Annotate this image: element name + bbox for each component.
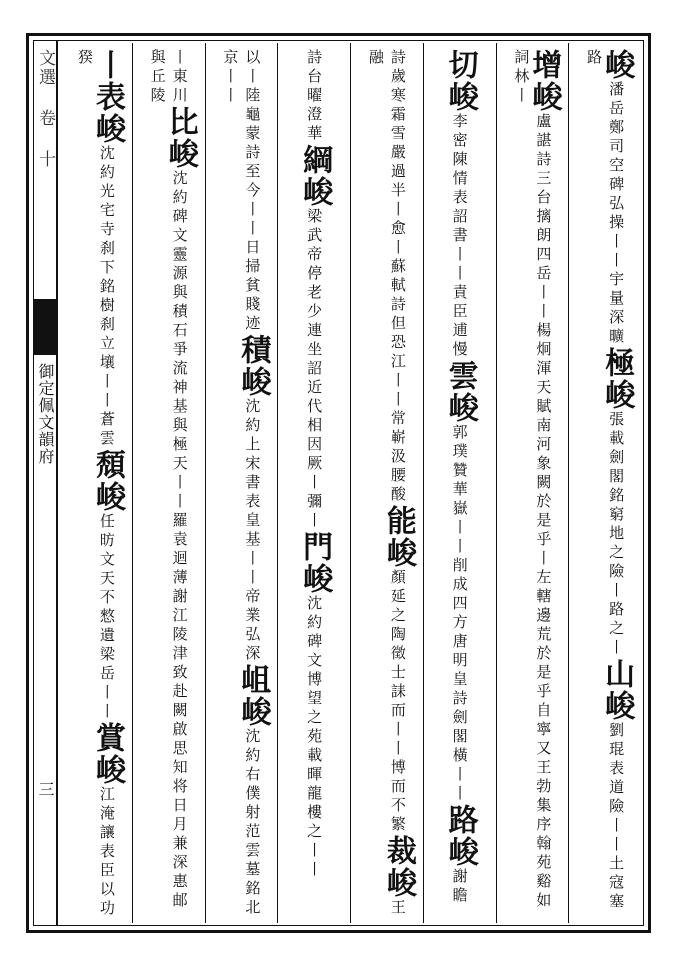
text-column-4 <box>350 43 423 923</box>
spine-black-block <box>34 299 56 355</box>
entry-text: 王融 <box>366 49 407 918</box>
entry-head: 山峻 <box>599 658 635 722</box>
entry-head: 切峻 <box>442 49 478 113</box>
entry-text: 沈約右僕射范雲墓銘北京丨丨 <box>221 49 262 918</box>
entry-head: 裁峻 <box>380 835 416 899</box>
entry-head: 峻 <box>599 49 635 81</box>
text-column-6 <box>205 43 278 923</box>
spine-upper-text: 文選 卷 十 <box>35 49 55 169</box>
page-inner-border <box>33 40 644 926</box>
entry-text: 盧諶詩三台摛朗四岳丨丨楊炯渾天賦南河象闕於是乎丨左轄邊荒於是乎自寧又王勃集序翰苑谿如詞林丨 <box>512 49 553 911</box>
entry-text: 潘岳鄭司空碑弘操丨丨宇量深曠 <box>607 81 626 347</box>
entry-head: 積峻 <box>235 334 271 398</box>
entry-head: 岨峻 <box>235 664 271 728</box>
entry-text: 張載劍閣銘窮地之險丨路之丨 <box>607 411 626 658</box>
entry-text: 謝瞻 <box>450 868 469 906</box>
text-column-7 <box>132 43 205 923</box>
entry-text: 郭璞贊華嶽丨丨削成四方唐明皇詩劍閣橫丨丨 <box>450 424 469 804</box>
entry-text: 詩台曜澄華 <box>305 49 324 144</box>
entry-text: 沈約碑文博望之苑載暉龍樓之丨丨 <box>305 595 324 880</box>
entry-text: 顏延之陶徵士誄而丨丨博而不繁 <box>388 569 407 835</box>
entry-head: 比峻 <box>162 106 198 170</box>
entry-head: 路峻 <box>442 804 478 868</box>
text-column-1 <box>568 43 641 923</box>
entry-text: 江淹讓表臣以功猤 <box>75 49 116 919</box>
entry-text: 詩歲寒霜雪嚴過半丨愈丨蘇軾詩但恐江丨丨常嶄汲腰酸 <box>388 49 407 505</box>
entry-head: 綱峻 <box>297 144 333 208</box>
spine-book-title: 御定佩文韻府 <box>36 363 55 465</box>
entry-text: 沈約上宋書表皇基丨丨帝業弘深 <box>243 398 262 664</box>
text-column-5 <box>277 43 350 923</box>
text-column-2 <box>496 43 569 923</box>
entry-text: 丨東川 <box>170 49 189 106</box>
spine-page-number: 三 <box>36 781 55 797</box>
spine-strip <box>34 41 58 925</box>
entry-head: 頹峻 <box>89 449 125 513</box>
entry-text: 李密陳情表詔書丨丨責臣逋慢 <box>450 113 469 360</box>
entry-text: 沈約光宅寺刹下銘樹刹立壤丨丨蒼雲 <box>97 145 116 449</box>
entry-text: 劉琨表道險丨丨土寇塞路 <box>585 49 626 912</box>
entry-text: 任昉文天不憗遺梁岳丨丨 <box>97 513 116 722</box>
entry-head: 賞峻 <box>89 722 125 786</box>
entry-head: 門峻 <box>297 531 333 595</box>
text-column-3 <box>423 43 496 923</box>
entry-head: 增峻 <box>526 49 562 113</box>
entry-head: 雲峻 <box>442 360 478 424</box>
entry-head: 丨表峻 <box>89 49 125 145</box>
page-frame <box>26 33 651 933</box>
entry-text: 以丨陸龜蒙詩至今丨丨日掃貧賤迹 <box>243 49 262 334</box>
entry-head: 能峻 <box>380 505 416 569</box>
text-columns <box>60 43 641 923</box>
text-column-8 <box>60 43 132 923</box>
entry-text: 沈約碑文靈源與積石爭流神基與極天丨丨羅袁迴薄謝江陵津致赴闕啟思知将日月兼深惠邮與丘陵 <box>148 49 189 911</box>
entry-head: 極峻 <box>599 347 635 411</box>
entry-text: 梁武帝停老少連坐詔近代相因厥丨彌丨 <box>305 208 324 531</box>
